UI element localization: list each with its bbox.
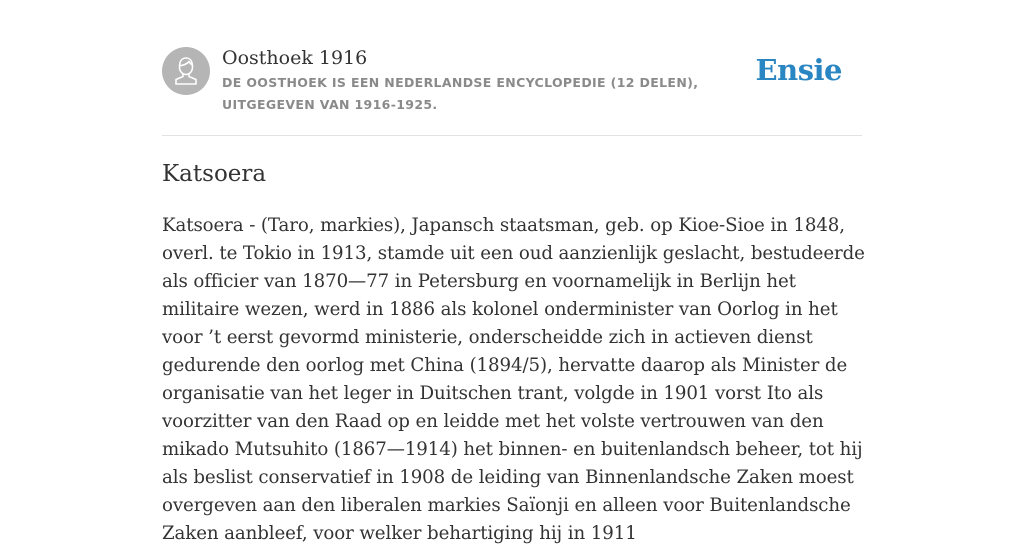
user-silhouette-icon: [162, 47, 210, 95]
entry-body: Katsoera - (Taro, markies), Japansch staatsman, geb. op Kioe-Sioe in 1848, overl. te Tokio in 1913, stamde uit een oud aanzienlijk geslacht, bestudeerde als officier van 1870—77 in Petersburg en voornamelijk in Berlijn het militaire wezen, werd in 1886 als kolonel onderminister van Oorlog in het voor ’t eerst gevormd ministerie, onderscheidde zich in actieven dienst gedurende den oorlog met China (1894/5), hervatte daarop als Minister de organisatie van het leger in Duitschen trant, volgde in 1901 vorst Ito als voorzitter van den Raad op en leidde met het volste vertrouwen van den mikado Mutsuhito (1867—1914) het binnen- en buitenlandsch beheer, tot hij als beslist conservatief in 1908 de leiding van Binnenlandsche Zaken moest overgeven aan den liberalen markies Saïonji en alleen voor Buitenlandsche Zaken aanbleef, voor welker behartiging hij in 1911: [162, 215, 865, 544]
source-title[interactable]: Oosthoek 1916: [222, 47, 368, 69]
entry-title: Katsoera: [162, 161, 267, 187]
source-description: DE OOSTHOEK IS EEN NEDERLANDSE ENCYCLOPEDIE (12 DELEN), UITGEGEVEN VAN 1916-1925.: [222, 75, 699, 112]
source-header: [162, 46, 862, 118]
divider: [162, 135, 862, 136]
brand-logo[interactable]: Ensie: [755, 53, 842, 87]
